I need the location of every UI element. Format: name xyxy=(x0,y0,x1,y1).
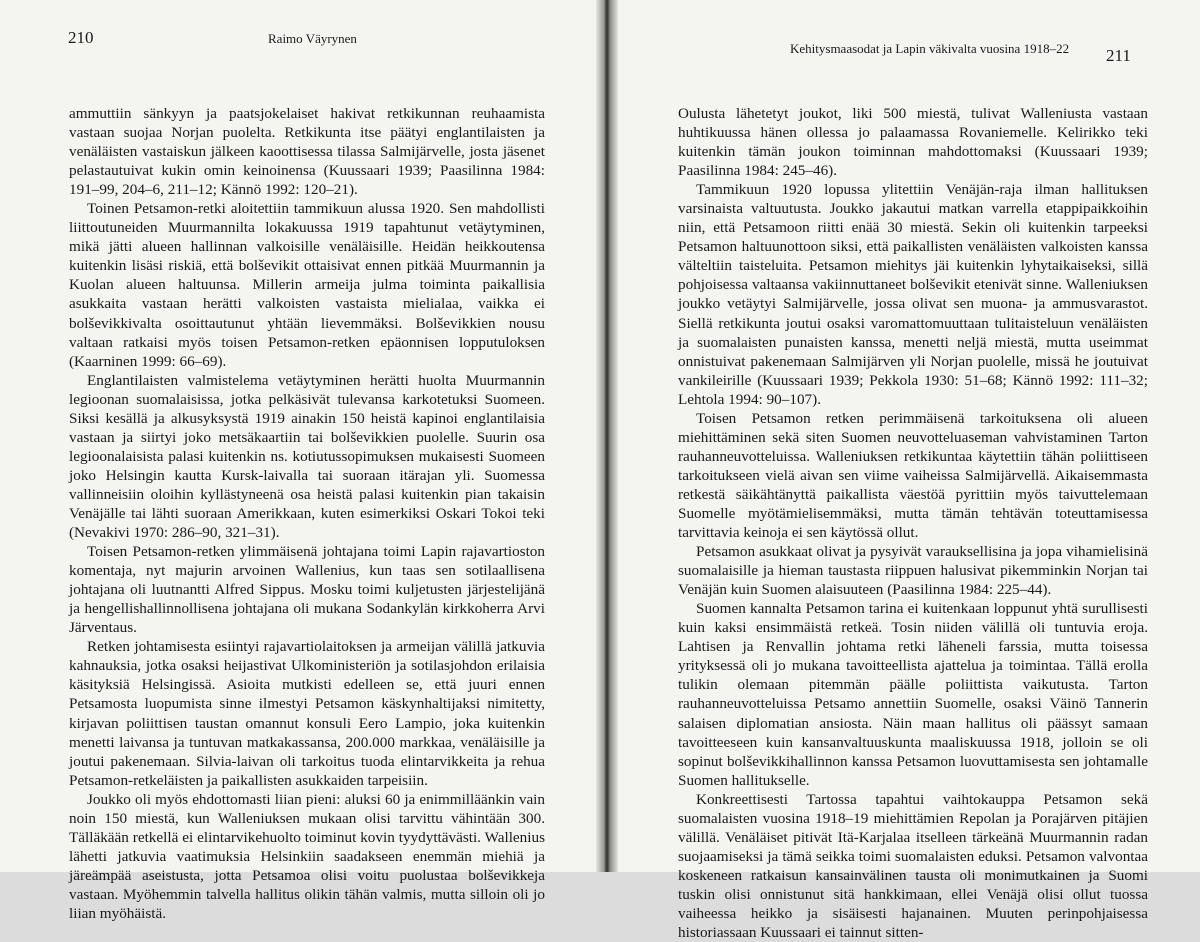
page-number-right: 211 xyxy=(1106,46,1131,65)
left-page xyxy=(0,0,596,922)
paragraph: Konkreettisesti Tartossa tapahtui vaihtokauppa Petsamon sekä suomalaisten vuosina 1918–19 miehittämien Repolan ja Porajärven pitäjien välillä. Venäläiset pitivät Itä-Karjalaa itselleen tärkeänä Muurmannin radan suojaamiseksi ja tämä seikka toimi suomalaisten eduksi. Petsamon valvontaa koskeneen ratkaisun kansainvälinen tausta oli monimutkainen ja Suomi tuskin olisi onnistunut sitä hankkimaan, ellei Venäjä olisi ollut tuossa vaiheessa heikko ja sisäisesti hajanainen. Muuten perinpohjaisessa historiassaan Kuussaari ei tainnut sitten- xyxy=(678,790,1148,942)
paragraph: Suomen kannalta Petsamon tarina ei kuitenkaan loppunut yhtä surullisesti kuin kaksi ensimmäistä retkeä. Tosin niiden välillä oli tuntuvia eroja. Lahtisen ja Renvallin johtama retki läheneli farssia, mutta toisessa yrityksessä oli jo mukana tavoitteellista ajattelua ja toimintaa. Tällä erolla tulikin olemaan pitemmän päälle poliittista vaikutusta. Tarton rauhanneuvotteluissa Petsamo annettiin Suomelle, osaksi Väinö Tannerin salaisen diplomatian ansiosta. Näin maan hallitus oli päässyt samaan tavoitteeseen kuin kansanvaltuuskunta maaliskuussa 1918, jolloin se oli sopinut bolševikkihallinnon kanssa Petsamon luovuttamisesta sen johtamalle Suomen hallitukselle. xyxy=(678,600,1148,789)
running-head-right: Kehitysmaasodat ja Lapin väkivalta vuosina 1918–22 xyxy=(790,41,1070,56)
paragraph: Toisen Petsamon-retken ylimmäisenä johtajana toimi Lapin rajavartioston komentaja, nyt majurin arvoinen Wallenius, kun taas sen sotilaallisena johtajana oli luutnantti Alfred Sippus. Mosku toimi kuljetusten järjestelijänä ja hengellishallinnollisena johtajana oli mukana Sodankylän kirkkoherra Arvi Järventaus. xyxy=(69,543,545,637)
page-number-left: 210 xyxy=(68,28,94,47)
paragraph: Toinen Petsamon-retki aloitettiin tammikuun alussa 1920. Sen mahdollisti liittoutuneiden Muurmannilta lokakuussa 1919 tapahtunut vetäytyminen, mikä jätti alueen hallinnan valkoisille venäläisille. Heidän heikkoutensa kuitenkin lisäsi riskiä, että bolševikit ottaisivat ennen pitkää Muurmannin ja Kuolan alueen haltuunsa. Millerin armeija julma toiminta paikallisia asukkaita vastaan herätti valkoisten vastaista mielialaa, vaikka ei bolševikkivalta osoittautunut yhtään lievemmäksi. Bolševikkien nousu valtaan ratkaisi myös toisen Petsamon-retken epäonnisen lopputuloksen (Kaarninen 1999: 66–69). xyxy=(69,200,545,370)
right-page-body xyxy=(678,104,1148,942)
paragraph: Oulusta lähetetyt joukot, liki 500 miestä, tulivat Walleniusta vastaan huhtikuussa hänen ollessa jo palaamassa Rovaniemelle. Kelirikko teki kuitenkin tämän joukon toiminnan mahdottomaksi (Kuussaari 1939; Paasilinna 1984: 245–46). xyxy=(678,105,1148,180)
paragraph: Toisen Petsamon retken perimmäisenä tarkoituksena oli alueen miehittäminen sekä siten Suomen neuvotteluaseman vahvistaminen Tarton rauhanneuvotteluissa. Walleniuksen retkikuntaa käytettiin tähän poliittiseen tarkoitukseen vielä aivan sen viime vaiheissa Salmijärvellä. Aikaisemmasta retkestä säikähtänyttä paikallista väestöä pyrittiin myös taivuttelemaan Suomelle myötämielisemmäksi, mutta tämän tehtävän toteuttamisessa tarvittavia keinoja ei sen käytössä ollut. xyxy=(678,409,1148,542)
paragraph: Tammikuun 1920 lopussa ylitettiin Venäjän-raja ilman hallituksen varsinaista valtuutusta. Joukko jakautui matkan varrella etappipaikkoihin niin, että Petsamoon riitti enää 30 miestä. Sekin oli kuitenkin tarpeeksi Petsamon haltuunottoon siksi, että paikallisten venäläisten valkoisten kanssa välteltiin taisteluita. Petsamon miehitys jäi kuitenkin lyhytaikaiseksi, sillä pohjoisessa valtaansa vakiinnuttaneet bolševikit etenivät sinne. Walleniuksen joukko vetäytyi Salmijärvelle, jossa olivat sen muona- ja ammusvarastot. Siellä retkikunta joutui osaksi varomattomuuttaan tulitaisteluun venäläisten ja suomalaisten punaisten kanssa, menetti neljä miestä, mutta useimmat onnistuivat pakenemaan Salmijärven yli Norjan puolelle, missä he joutuivat vankileirille (Kuussaari 1939; Pekkola 1930: 51–68; Kännö 1992: 111–32; Lehtola 1994: 90–107). xyxy=(678,181,1148,408)
paragraph: Retken johtamisesta esiintyi rajavartiolaitoksen ja armeijan välillä jatkuvia kahnauksia, jotka osaksi heijastivat Ulkoministeriön ja sotilasjohdon erilaisia käsityksiä Helsingissä. Asioita mutkisti edelleen se, että juuri ennen Petsamosta luopumista sinne ilmestyi Petsamon käskynhaltijaksi nimitetty, kirjavan poliittisen taustan omannut konsuli Eero Lampio, joka kuitenkin menetti laivansa ja tuntuvan matkakassansa, 200.000 markkaa, venäläisille ja joutui pakenemaan. Silvia-laivan oli tarkoitus tuoda elintarvikkeita ja rehua Petsamon-retkeläisten ja paikallisten asukkaiden tarpeisiin. xyxy=(69,638,545,789)
right-page xyxy=(618,0,1200,942)
running-head-left: Raimo Väyrynen xyxy=(268,31,357,46)
paragraph: Joukko oli myös ehdottomasti liian pieni: aluksi 60 ja enimmilläänkin vain noin 150 miestä, kun Walleniuksen mukaan olisi tarvittu vähintään 300. Tälläkään retkellä ei elintarvikehuolto toiminut kovin tyydyttävästi. Wallenius lähetti jatkuvia vaatimuksia Helsinkiin saadakseen enemmän miehiä ja järeämpää aseistusta, jotta Petsamoa olisi voitu puolustaa bolševikkeja vastaan. Myöhemmin talvella hallitus olikin tähän valmis, mutta silloin oli jo liian myöhäistä. xyxy=(69,790,545,922)
left-page-body xyxy=(69,104,545,923)
paragraph: Englantilaisten valmistelema vetäytyminen herätti huolta Muurmannin legioonan suomalaisissa, jotka pelkäsivät tulevansa karkotetuksi Suomeen. Siksi kesällä ja alkusyksystä 1919 ainakin 150 heistä kapinoi englantilaisia vastaan ja siirtyi joko metsäkaartiin tai bolševikkien puolelle. Suurin osa legioonalaisista palasi kuitenkin ns. kotiutussopimuksen mukaisesti Suomeen joko Helsingin kautta Kursk-laivalla tai suoraan itärajan yli. Suomessa vallinneisiin oloihin kyllästyneenä osa heistä palasi kuitenkin pian takaisin Venäjälle tai lähti suoraan Amerikkaan, kuten esimerkiksi Oskari Tokoi teki (Nevakivi 1970: 286–90, 321–31). xyxy=(69,371,545,542)
paragraph: ammuttiin sänkyyn ja paatsjokelaiset hakivat retkikunnan reuhaamista vastaan suojaa Norjan puolelta. Retkikunta itse päätyi englantilaisten ja venäläisten vastaiskun jälkeen kaoottisessa tilassa Salmijärvelle, josta jäsenet pelastautuivat kukin omin keinoinensa (Kuussaari 1939; Paasilinna 1984: 191–99, 204–6, 211–12; Kännö 1992: 120–21). xyxy=(69,105,545,199)
book-gutter xyxy=(596,0,618,872)
paragraph: Petsamon asukkaat olivat ja pysyivät varauksellisina ja jopa vihamielisinä suomalaisille ja hieman taustasta riippuen halusivat pikemminkin Norjan tai Venäjän kuin Suomen alaisuuteen (Paasilinna 1984: 225–44). xyxy=(678,543,1148,599)
